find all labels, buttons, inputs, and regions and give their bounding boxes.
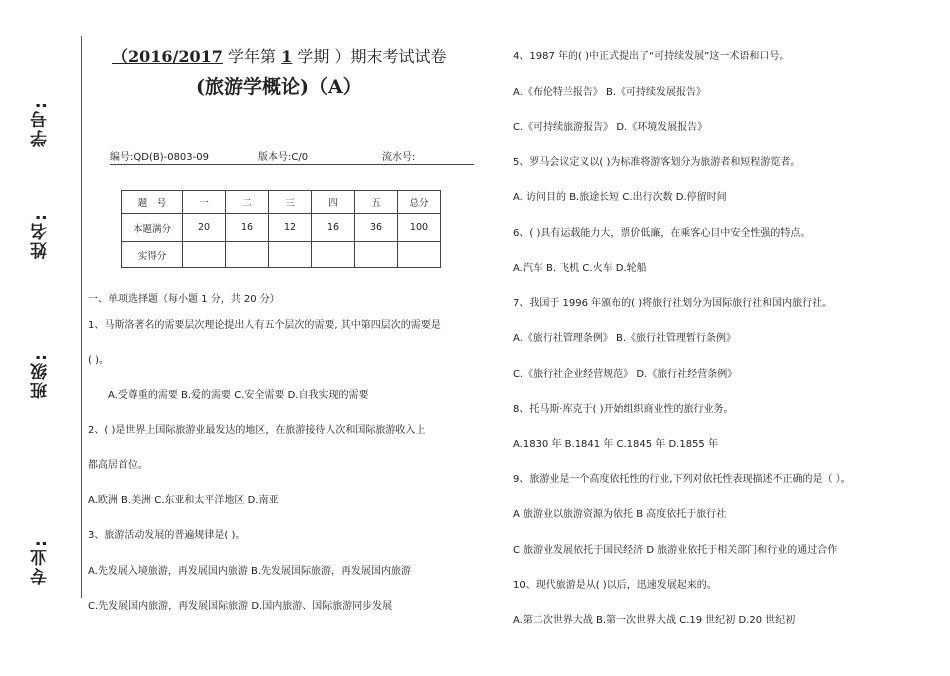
score-header-cell: 题 号 xyxy=(122,191,183,214)
option-line: A.1830 年 B.1841 年 C.1845 年 D.1855 年 xyxy=(513,439,718,450)
score-table-full-row xyxy=(122,214,441,242)
question-line: 2、( )是世界上国际旅游业最发达的地区，在旅游接待人次和国际旅游收入上 xyxy=(88,425,426,436)
class-label: 班级: xyxy=(31,352,51,399)
title-paren-close: ）期末考试试卷 xyxy=(334,47,447,66)
score-full-cell: 本题满分 xyxy=(122,214,183,242)
binding-line xyxy=(81,36,82,598)
score-header-cell: 一 xyxy=(183,191,226,214)
score-full-cell: 36 xyxy=(355,214,398,242)
option-line: C 旅游业发展依托于国民经济 D 旅游业依托于相关部门和行业的通过合作 xyxy=(513,545,838,556)
question-line: 10、现代旅游是从( )以后，迅速发展起来的。 xyxy=(513,580,717,591)
title-year: 2016/2017 xyxy=(128,47,223,66)
section-heading: 一、单项选择题（每小题 1 分，共 20 分） xyxy=(88,294,280,305)
option-line: A 旅游业以旅游资源为依托 B 高度依托于旅行社 xyxy=(513,509,727,520)
question-line: 5、罗马会议定义以( )为标准将游客划分为旅游者和短程游览者。 xyxy=(513,157,801,168)
score-header-cell: 三 xyxy=(269,191,312,214)
exam-title xyxy=(112,44,446,67)
score-actual-cell xyxy=(398,242,441,268)
score-actual-cell xyxy=(312,242,355,268)
option-line: C.先发展国内旅游，再发展国际旅游 D.国内旅游、国际旅游同步发展 xyxy=(88,601,393,612)
question-line: 6、( )具有运载能力大，票价低廉，在乘客心目中安全性强的特点。 xyxy=(513,228,811,239)
score-actual-cell xyxy=(269,242,312,268)
option-line: A. 访问目的 B.旅途长短 C.出行次数 D.停留时间 xyxy=(513,192,727,203)
option-line: C.《旅行社企业经营规范》 D.《旅行社经营条例》 xyxy=(513,369,738,380)
score-table xyxy=(121,190,441,268)
score-actual-cell xyxy=(226,242,269,268)
score-header-cell: 四 xyxy=(312,191,355,214)
title-term-text: 学年第 xyxy=(222,47,282,66)
question-line: 3、旅游活动发展的普遍规律是( )。 xyxy=(88,530,246,541)
document-meta xyxy=(110,148,474,165)
score-table-actual-row xyxy=(122,242,441,268)
title-semester-text: 学期 xyxy=(292,47,335,66)
question-line: 7、我国于 1996 年颁布的( )将旅行社划分为国际旅行社和国内旅行社。 xyxy=(513,298,833,309)
title-term: 1 xyxy=(281,47,293,66)
score-actual-cell xyxy=(183,242,226,268)
score-full-cell: 20 xyxy=(183,214,226,242)
document-version: 版本号:C/0 xyxy=(258,152,309,163)
question-line: 8、托马斯·库克于( )开始组织商业性的旅行业务。 xyxy=(513,404,734,415)
score-full-cell: 12 xyxy=(269,214,312,242)
option-line: A.受尊重的需要 B.爱的需要 C.安全需要 D.自我实现的需要 xyxy=(108,390,369,401)
score-full-cell: 16 xyxy=(312,214,355,242)
option-line: A.《旅行社管理条例》 B.《旅行社管理暂行条例》 xyxy=(513,333,737,344)
score-full-cell: 100 xyxy=(398,214,441,242)
major-label: 专业: xyxy=(31,538,51,585)
option-line: C.《可持续旅游报告》 D.《环境发展报告》 xyxy=(513,122,708,133)
score-header-cell: 总分 xyxy=(398,191,441,214)
score-actual-cell xyxy=(355,242,398,268)
student-id-label: 学号: xyxy=(31,100,51,147)
option-line: A.先发展入境旅游，再发展国内旅游 B.先发展国际旅游，再发展国内旅游 xyxy=(88,566,412,577)
exam-subtitle: (旅游学概论)（A） xyxy=(196,76,362,98)
score-table-header-row xyxy=(122,191,441,214)
option-line: A.欧洲 B.美洲 C.东亚和太平洋地区 D.南亚 xyxy=(88,495,279,506)
score-header-cell: 五 xyxy=(355,191,398,214)
name-label: 姓名: xyxy=(31,212,51,259)
question-line: 4、1987 年的( )中正式提出了“可持续发展”这一术语和口号。 xyxy=(513,51,790,62)
question-line: 9、旅游业是一个高度依托性的行业,下列对依托性表现描述不正确的是（ ）。 xyxy=(513,474,851,485)
document-serial: 流水号: xyxy=(382,152,416,163)
option-line: A.《布伦特兰报告》 B.《可持续发展报告》 xyxy=(513,87,707,98)
question-line: ( )。 xyxy=(88,355,109,366)
option-line: A.汽车 B. 飞机 C.火车 D.轮船 xyxy=(513,263,647,274)
question-line: 都高居首位。 xyxy=(88,460,148,471)
title-paren-open: （ xyxy=(112,47,129,66)
score-full-cell: 16 xyxy=(226,214,269,242)
score-header-cell: 二 xyxy=(226,191,269,214)
option-line: A.第二次世界大战 B.第一次世界大战 C.19 世纪初 D.20 世纪初 xyxy=(513,615,796,626)
document-code: 编号:QD(B)-0803-09 xyxy=(110,152,209,163)
score-actual-cell: 实得分 xyxy=(122,242,183,268)
question-line: 1、马斯洛著名的需要层次理论提出人有五个层次的需要, 其中第四层次的需要是 xyxy=(88,320,441,331)
